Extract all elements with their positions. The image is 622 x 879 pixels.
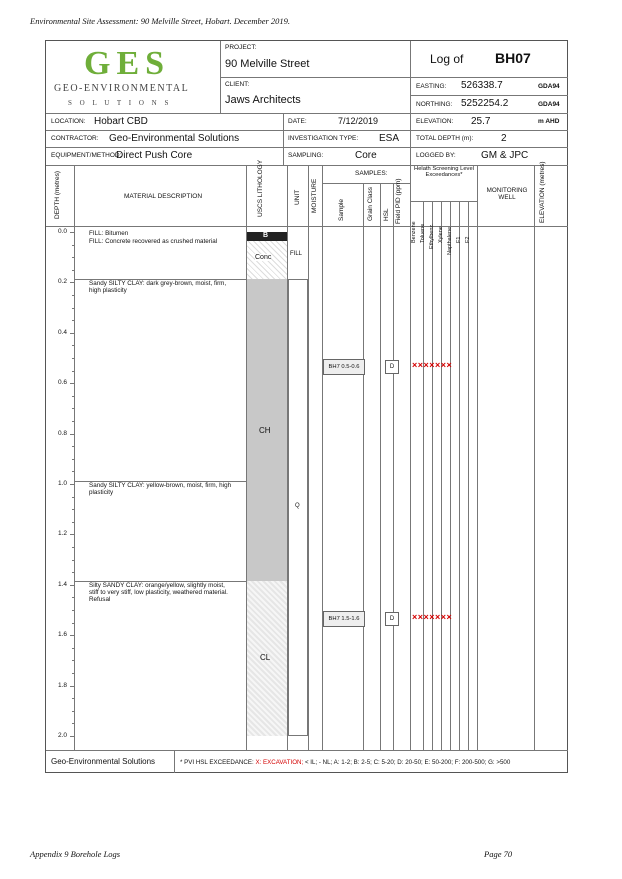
logo-line1: GEO-ENVIRONMENTAL: [54, 83, 190, 94]
depth-tick: [72, 421, 74, 422]
legend-prefix: * PVI HSL EXCEEDANCE:: [180, 759, 254, 766]
unit-fill: FILL: [290, 251, 303, 257]
depth-tick: [70, 534, 74, 535]
depth-tick: [70, 585, 74, 586]
northing-label: NORTHING:: [416, 101, 453, 108]
logo: [46, 41, 220, 113]
depth-tick: [72, 711, 74, 712]
col-moisture: MOISTURE: [311, 178, 318, 213]
sample-2-hsl: D: [385, 612, 399, 626]
date-label: DATE:: [288, 118, 307, 125]
material-3: Sandy SILTY CLAY: dark grey-brown, moist, firm, high plasticity: [89, 280, 227, 295]
borehole-log-sheet: [45, 40, 568, 773]
investigation-value: ESA: [379, 133, 400, 144]
depth-label: 0.8: [57, 429, 67, 437]
depth-tick: [72, 597, 74, 598]
depth-tick: [72, 572, 74, 573]
depth-tick: [70, 635, 74, 636]
log-label: Log of: [430, 52, 464, 66]
depth-tick: [72, 522, 74, 523]
col-uscs: USCS LITHOLOGY: [257, 159, 264, 217]
depth-tick: [70, 434, 74, 435]
col-samples: SAMPLES:: [355, 170, 388, 177]
col-depth: DEPTH (metres): [54, 170, 61, 219]
depth-tick: [72, 308, 74, 309]
depth-tick: [72, 648, 74, 649]
equipment-value: Direct Push Core: [116, 150, 193, 161]
depth-tick: [70, 282, 74, 283]
depth-tick: [72, 673, 74, 674]
depth-label: 1.4: [57, 580, 67, 588]
logged-by-value: GM & JPC: [481, 150, 529, 161]
project-label: PROJECT:: [225, 44, 257, 51]
depth-label: 2.0: [57, 732, 67, 739]
depth-tick: [72, 623, 74, 624]
col-grain: Grain Class: [367, 187, 374, 221]
depth-tick: [72, 257, 74, 258]
sample-2-exceedances: ×××××××: [412, 612, 453, 622]
page-header: Environmental Site Assessment: 90 Melville Street, Hobart. December 2019.: [30, 16, 291, 26]
depth-label: 0.2: [57, 278, 67, 286]
sample-1: BH7 0.5-0.6: [323, 359, 365, 375]
easting-datum: GDA94: [538, 83, 560, 90]
depth-label: 0.6: [57, 379, 67, 387]
depth-tick: [72, 245, 74, 246]
col-monitoring: MONITORING WELL: [486, 187, 528, 201]
col-material: MATERIAL DESCRIPTION: [124, 193, 203, 200]
logo-line2: S O L U T I O N S: [68, 99, 172, 107]
project-value: 90 Melville Street: [225, 58, 310, 70]
depth-tick: [72, 723, 74, 724]
depth-tick: [72, 371, 74, 372]
log-id: BH07: [495, 50, 531, 66]
analyte-toluene: Toluene: [420, 223, 426, 243]
location-value: Hobart CBD: [94, 116, 148, 127]
depth-tick: [72, 396, 74, 397]
depth-tick: [72, 320, 74, 321]
depth-label: 1.0: [57, 480, 67, 487]
litho-conc-label: Conc: [255, 254, 272, 261]
depth-tick: [72, 408, 74, 409]
depth-label: 1.8: [57, 681, 67, 689]
depth-label: 1.6: [57, 631, 67, 639]
page-footer-right: Page 70: [484, 849, 513, 859]
sample-1-exceedances: ×××××××: [412, 360, 453, 370]
depth-tick: [70, 736, 74, 737]
equipment-label: EQUIPMENT/METHOD:: [51, 152, 122, 159]
material-1: FILL: Bitumen: [89, 230, 129, 237]
col-unit: UNIT: [294, 189, 301, 205]
col-pid: Field PID (ppm): [395, 178, 402, 224]
col-elevation: ELEVATION (metres): [539, 161, 546, 223]
analyte-f2: F2: [465, 236, 471, 243]
analyte-f1: F1: [456, 236, 462, 243]
legend: [180, 759, 510, 766]
col-screening: Helath Screening Level Exceedances*: [414, 166, 474, 179]
depth-label: 1.2: [57, 530, 67, 538]
depth-tick: [70, 686, 74, 687]
legend-excavation: X: EXCAVATION;: [255, 759, 304, 766]
depth-tick: [72, 345, 74, 346]
col-sample: Sample: [338, 198, 345, 221]
legend-rest: < IL; - NL; A: 1-2; B: 2-5; C: 5-20; D: 20-50; E: 50-200; F: 200-500; G: >500: [304, 759, 511, 766]
depth-label: 0.4: [57, 328, 67, 336]
depth-tick: [72, 270, 74, 271]
elevation-label: ELEVATION:: [416, 118, 454, 125]
depth-tick: [70, 484, 74, 485]
depth-tick: [70, 333, 74, 334]
depth-tick: [72, 698, 74, 699]
contractor-value: Geo-Environmental Solutions: [109, 133, 240, 144]
contractor-label: CONTRACTOR:: [51, 135, 99, 142]
litho-ch-label: CH: [259, 426, 271, 435]
depth-tick: [72, 459, 74, 460]
depth-tick: [70, 383, 74, 384]
depth-tick: [72, 509, 74, 510]
client-label: CLIENT:: [225, 81, 250, 88]
analyte-napthalene: Napthalene: [447, 226, 453, 255]
depth-tick: [72, 610, 74, 611]
client-value: Jaws Architects: [225, 94, 301, 106]
location-label: LOCATION:: [51, 118, 86, 125]
logo-letters: GES: [84, 45, 171, 82]
depth-tick: [72, 295, 74, 296]
investigation-label: INVESTIGATION TYPE:: [288, 135, 359, 142]
sampling-value: Core: [355, 150, 377, 161]
sampling-label: SAMPLING:: [288, 152, 324, 159]
easting-label: EASTING:: [416, 83, 447, 90]
depth-tick: [70, 232, 74, 233]
page-footer-left: Appendix 9 Borehole Logs: [30, 849, 121, 859]
sample-1-hsl: D: [385, 360, 399, 374]
unit-q: Q: [295, 503, 300, 509]
depth-tick: [72, 660, 74, 661]
northing-datum: GDA94: [538, 101, 560, 108]
depth-tick: [72, 446, 74, 447]
total-depth-value: 2: [501, 133, 507, 144]
litho-cl-label: CL: [260, 653, 271, 662]
depth-label: 0.0: [57, 228, 67, 235]
depth-tick: [72, 471, 74, 472]
col-hsl: HSL: [383, 208, 390, 221]
elevation-value: 25.7: [471, 116, 491, 127]
depth-tick: [72, 560, 74, 561]
depth-tick: [72, 358, 74, 359]
material-2: FILL: Concrete recovered as crushed material: [89, 238, 218, 245]
footer-company: Geo-Environmental Solutions: [51, 757, 156, 766]
northing-value: 5252254.2: [461, 98, 509, 109]
depth-tick: [72, 497, 74, 498]
analyte-benzene: Benzene: [411, 221, 417, 243]
analyte-ethylbenz: Ethylbenz.: [429, 223, 435, 249]
date-value: 7/12/2019: [338, 116, 379, 126]
logged-by-label: LOGGED BY:: [416, 152, 456, 159]
easting-value: 526338.7: [461, 80, 503, 91]
analyte-xylene: Xylene: [438, 226, 444, 243]
sample-2: BH7 1.5-1.6: [323, 611, 365, 627]
material-4: Sandy SILTY CLAY: yellow-brown, moist, firm, high plasticity: [89, 482, 232, 497]
material-5: Silty SANDY CLAY: orange/yellow, slightly moist, stiff to very stiff, low plasticity, weathered material. Refusal: [89, 582, 228, 604]
litho-b-label: B: [263, 232, 269, 239]
depth-tick: [72, 547, 74, 548]
total-depth-label: TOTAL DEPTH (m):: [416, 135, 474, 142]
elevation-unit: m AHD: [538, 118, 560, 125]
